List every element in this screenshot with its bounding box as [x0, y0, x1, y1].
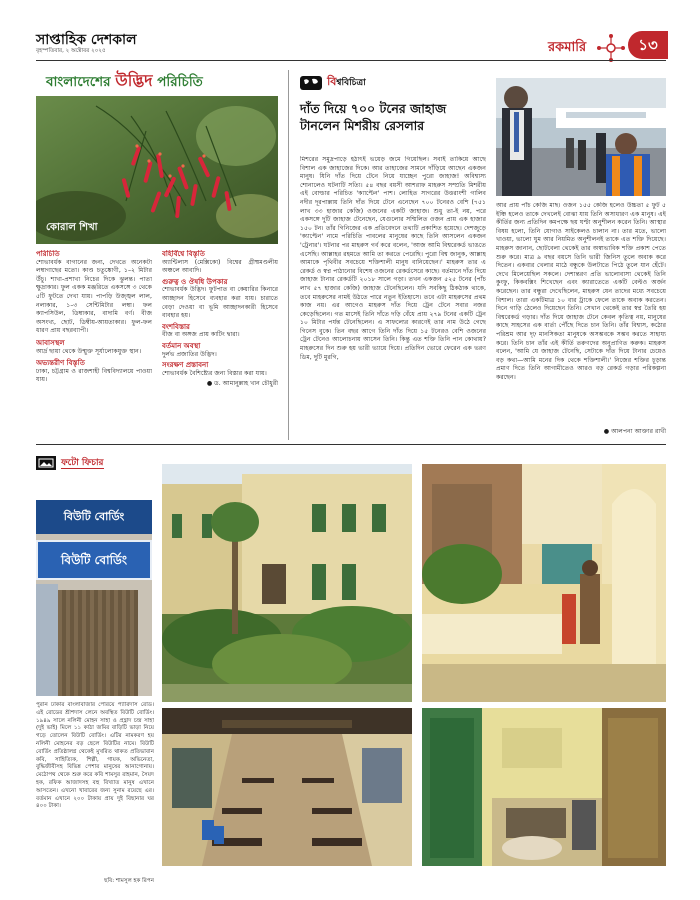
plants-heading-part3: পরিচিতি: [157, 74, 203, 90]
headline-line-2: টানলেন মিশরীয় রেসলার: [300, 118, 425, 133]
section-body: আর্দ্র ছায়া থেকে উন্মুক্ত সূর্যালোকযুক্ত স্থান।: [36, 347, 142, 355]
section-body: শোভাবর্ধক বাগানের জন্য, দেখতে অনেকটা লম্বাগাছের মতো। কাণ্ড চতুষ্কোণী, ১–২ মিটার উঁচু। শাখা-প্রশাখা নিচের দিকে ঝুলন্ত। পাতা ক্ষুদ্রাকার। ফুল একক মঞ্জরিতে একসঙ্গে ৩ থেকে ৫টি ফুটতে দেখা যায়। পাপড়ি উজ্জ্বল লাল, নলাকার, ১–৩ সেন্টিমিটার লম্বা। ফল ক্যাপসিউল, ডিম্বাকার, বাদামি বর্ণ। বীজ অসংখ্য, ছোট, ডিম্বীয়-আয়তাকার। ফুল-ফল ধারণ প্রায় বছরব্যাপী।: [36, 258, 152, 335]
section-body: অ্যান্টিলাস (মেক্সিকো) বিশ্বের গ্রীষ্মমণ্ডলীয় অঞ্চলে আবাদি।: [162, 258, 278, 275]
masthead-rule: [36, 60, 666, 61]
plants-section: [162, 278, 278, 321]
section-body: দুর্লভ প্রজাতির উদ্ভিদ।: [162, 350, 217, 358]
sign-top: [36, 500, 152, 534]
wall-left: [36, 584, 58, 696]
section-title: গুরুত্ব ও ঔষধি উপকার: [162, 277, 228, 286]
plants-section: [36, 250, 152, 336]
section-body: বীজ বা অঙ্গজ প্রায় কাটিং দ্বারা।: [162, 331, 240, 339]
staircase-photo: [422, 464, 666, 702]
wooden-gate: [58, 590, 138, 696]
plants-section: [162, 323, 278, 340]
sign-main: [36, 540, 152, 580]
plants-heading-part1: বাংলাদেশের: [46, 74, 111, 90]
section-title: বর্তমান অবস্থা: [162, 341, 201, 350]
page-number: ১৩: [638, 36, 658, 54]
feature-kicker: [36, 452, 104, 470]
plants-section: [162, 250, 278, 276]
section-title: বহির্বিশ্বে বিস্তৃতি: [162, 250, 205, 258]
section-label: রকমারি: [548, 40, 587, 55]
world-kicker-first: বি: [327, 75, 337, 88]
wrestler-photo: [496, 78, 666, 196]
dining-hall-photo: [162, 708, 412, 866]
headline-line-1: দাঁত দিয়ে ৭০০ টনের জাহাজ: [300, 101, 447, 116]
world-author: ● আলপনা আক্তার রাখী: [603, 428, 666, 435]
article-body: আর প্রায় পাঁচ কেজি মাছ। ওজন ১৫৫ কেজি হলেও উচ্চতা ৫ ফুট ৫ ইঞ্চি হলেও তাকে দেখলেই বোঝা যায় তিনি অসাধারণ এক মানুষ। এই কীর্তির জন্য প্রতিদিন কমপক্ষে ছয় ঘণ্টা অনুশীলন করেন তিনি। আস্থার বিষয় হলো, তিনি যোগাও সাইকেলও চালান না। তার মতে, ভালো খাওয়া, ভালো ঘুম আর নিয়মিত অনুশীলনই তাকে এত শক্তি দিয়েছে। মাহরুস জানান, ছোটবেলা থেকেই তার অস্বাভাবিক শক্তি প্রকাশ পেতে শুরু করে। মাত্র ৯ বছর বয়সে তিনি ভারী জিনিস তুলে অবাক করে দিতেন। একবার খেলার মাঠে বন্ধুকে উলটাতে পিঠে তুলে যান হেঁটে। দেখে মিলেয়েছিল সকলে। দেশান্তরণ প্রতি ভালোবাসা থেকেই তিনি কুংফু, কিকবক্সিং শিখেছেন এবং ক্যারাতেতে একটি বেল্টও অর্জন করেছেন। তার বন্ধুরা দেখেছিলেন, মাহরুস যেন তাদের মধ্যে সবচেয়ে বিশাল। তারা একটিমাত্র ১০ বার ট্রাকে ফেলে তাকে অবাক করতেন। দিনে গাড়ি ঠেলেও দিয়েছেন তিনি। সেখান থেকেই তার স্বপ্ন তৈরি হয় বিশ্বরেকর্ড গড়ার। দাঁত দিয়ে জাহাজ টেনে কেবল কৃতিত্ব নয়, মানুষের কাছে সাহসের এক বার্তা পৌঁছে দিতে চান তিনি। তাঁর বিশ্বাস, কঠোর পরিশ্রম আর দৃঢ় মানসিকতা মানুষকে অসম্ভবকে সম্ভব করতে সাহায্য করে। তিনি চান তাঁর এই কীর্তি তরুণদের অনুপ্রাণিত করুক। মাহরুস বলেন, 'আমি যে জাহাজ টেনেছি, সেটাকে দাঁত দিয়ে টানার চেয়েও বড় কথা—আমি মনের দিক থেকে শক্তিশালী।' নিজের শক্তির চূড়ান্ত প্রমাণ দিতে তিনি আগামীতেও আরও বড় রেকর্ড গড়ার পরিকল্পনা করছেন।: [496, 202, 666, 381]
room-photo: [422, 708, 666, 866]
world-kicker-rest: শ্ববিচিত্রা: [336, 78, 366, 88]
plants-section: [36, 359, 152, 385]
plants-column-1: [36, 250, 152, 410]
feature-kicker-text: ফটো ফিচার: [61, 458, 104, 468]
sign-top-text: বিউটি বোর্ডিং: [63, 510, 125, 523]
photo-caption: কোরাল শিখা: [46, 222, 98, 233]
masthead: [0, 0, 700, 66]
section-title: আবাসস্থল: [36, 338, 65, 347]
plants-section: [162, 342, 278, 359]
photo-credit: ছবি: শামসুল হক রিপন: [104, 878, 154, 884]
world-column-2: [496, 202, 666, 424]
section-title: পরিচিতি: [36, 250, 60, 258]
world-headline: [300, 100, 488, 134]
section-title: সংরক্ষণ প্রস্তাবনা: [162, 361, 209, 370]
feature-body: পুরান ঢাকার বাংলাবাজার পেরিয়ে প্যারিদাস রোড। এই রোডের শ্রীশদাস লেনে অবস্থিত বিউটি বোর্ডিং। ১৯৪৯ সালে নলিনী মোহন সাহা ও প্রহ্লাদ চন্দ্র সাহা (দুই ভাই) মিলে ১১ কাঠা জমির বাড়িটি ভাড়া নিয়ে গড়ে তোলেন বিউটি বোর্ডিং। এটির নামকরণ হয় নলিনী মোহনের বড় ছেলে বিউটির নামে। বিউটি বোর্ডিং প্রতিষ্ঠালগ্ন থেকেই মুখরিত থাকত প্রতিভাবান কবি, সাহিত্যিক, শিল্পী, গায়ক, অভিনেতা, বুদ্ধিজীবীসহ বিভিন্ন পেশার মানুষের আনাগোনায়। মেঠোপথ থেকে শুরু করে কবি শামসুর রাহমান, সৈয়দ হক, রফিক আজাদসহ বহু বিখ্যাত মানুষ এখানে আসতেন। এখনো খাবারের জন্য সুনাম রয়েছে এর। বর্তমান এখানে ২০০ টাকায় প্রায় দুই বিছানার ঘর ৪০০ টাকা।: [36, 702, 154, 810]
world-kicker: [300, 72, 366, 92]
column-divider: [288, 70, 289, 440]
world-column-1: [300, 156, 486, 436]
article-body: মিশরের সমুদ্রপাড়ে হঠাৎই ভয়েড় জমে গিয়েছিল। সবাই তাকিয়ে আছে বিশাল এক জাহাজের দিকে। আর তাহাজের সামনে দাঁড়িয়ে আছেন একজন মানুষ। যিনি দাঁত দিয়ে টেনে নিয়ে যাচ্ছেন পুরো জাহাজ! অবিশ্বাস্য শোনালেও ঘটনাটি সত্যি। ৫৪ বছর বয়সী আশরাফ মাহরুস সম্প্রতি মিশরীয় এই বোল্ডার পরিচিত 'ক্যাপ্টেন' পাশ। লোহিত সাগরের উত্তরাংশী গালিব নদীর দূরপাল্লায় তিনি দাঁত দিয়ে টেনে এনেছেন ৭০০ টনেরও বেশি (৭৫১ লাখ ৩৩ হাজার কেজি) ওজনের একটি জাহাজ। শুধু তা-ই নয়, পরে একসঙ্গে দুটি জাহাজ টেনেছেন, যেগুলোর সম্মিলিত ওজন প্রায় এক হাজার ১৫০ টন। তাঁর গিনিজের এক প্রতিবেদনে তথ্যটি প্রকাশিত হয়েছে। দেশজুড়ে 'ক্যাপ্টেন' নামে পরিচিতি পাবলের মানুষের কাছে তিনি আসলেন একজন 'ট্রেনার'। ঘটনার পর মাহরুস গর্ব করে বলেন, 'আজ আমি বিশ্বরেকর্ড ভাঙতে এসেছি। আল্লাহর রহমতে আমি তা করতে পেরেছি। পুরো বিশ্ব জানুক, আল্লাহ আমাকে পৃথিবীর সবচেয়ে শক্তিশালী মানুষ বানিয়েছেন।' মাহরুস তার এ রেকর্ড ও স্বপ্ন পাঠানোর বিশেষ ওজনের রেকর্ডসেরে কাছে। বর্তমানে দাঁত দিয়ে জাহাজ টানার রেকর্ডটি ২০১৮ সালে গড়া। তখন একজন ৫২৫ টনের (পাঁচ লাখ ৫৭ হাজার কেজি) জাহাজ টেনেছিলেন। যদি সবকিছু ঠিকঠাক থাকে, তবে মাহরুসের নামই উঠতে পারে নতুন ইতিহাসে। তবে এটা মাহরুসের প্রথম কাজ নয়। এর আগেও মাহরুস দাঁত দিয়ে ট্রেন টেনে সবার নজর কেড়েছিলেন। গত মাসেই তিনি দাঁতে দড়ি বেঁধে প্রায় ২৭৯ টনের একটি ট্রেন ১০ মিটার পর্যন্ত টেনেছিলেন। এ সাফল্যের কারণেই তার নাম উঠে গেছে গিনেস বুকে। তিন বছর আগে তিনি দাঁত দিয়ে ১৫ টনেরও বেশি ওজনের ট্রেন টেনেও আলোচনায় আসেন তিনি। কিন্তু এত শক্তি তিনি পান কোথায়? মাহরুসের দিন শুরু হয় ভারী ভ্যায়ে দিয়ে। প্রতিদিন ভোরে ফেরেন এক ভরণ ডিম, দুটি মুরগি,: [300, 156, 486, 361]
section-title: বংশবিস্তার: [162, 322, 190, 331]
plants-author: ● ড. আমানুল্লাহ খান চৌধুরী: [206, 380, 278, 388]
plants-section: [36, 339, 152, 356]
plants-column-2: [162, 250, 278, 410]
photo-icon: [36, 456, 56, 470]
section-body: ঢাকা, চট্টগ্রাম ও রাজশাহী বিশ্ববিদ্যালয়ে পাওয়া যায়।: [36, 367, 152, 384]
feature-body-column: [36, 702, 154, 874]
courtyard-photo: [162, 464, 412, 702]
section-body: শোভাবর্ধক উদ্ভিদ। ফুটপাত বা কেয়ারির কিনারে আচ্ছাদন হিসেবে ব্যবহার করা যায়। চারাতে বেড়া দেওয়া বা ভূমি আচ্ছাদনকারী হিসেবে ব্যবহার হয়।: [162, 286, 278, 320]
coral-plant-photo: [36, 96, 278, 244]
paper-name: সাপ্তাহিক দেশকাল: [36, 32, 137, 48]
section-title: অভ্যন্তরীণ বিস্তৃতি: [36, 359, 85, 368]
plants-section: [162, 361, 278, 378]
plants-heading-part2: উদ্ভিদ: [115, 71, 153, 90]
molecule-icon: [596, 33, 626, 63]
date-line: বৃহস্পতিবার, ২ অক্টোবর ২০২৫: [36, 48, 106, 54]
sign-main-text: বিউটি বোর্ডিং: [60, 553, 128, 567]
section-body: শোভাবর্ধক বৈশিষ্ট্যের জন্য বিস্তার করা যায়।: [162, 369, 267, 377]
signboard-photo: [36, 500, 152, 696]
page-number-badge: [628, 31, 668, 59]
globe-icon: [300, 76, 322, 90]
plants-heading: [46, 68, 276, 92]
section-rule: [36, 444, 666, 445]
